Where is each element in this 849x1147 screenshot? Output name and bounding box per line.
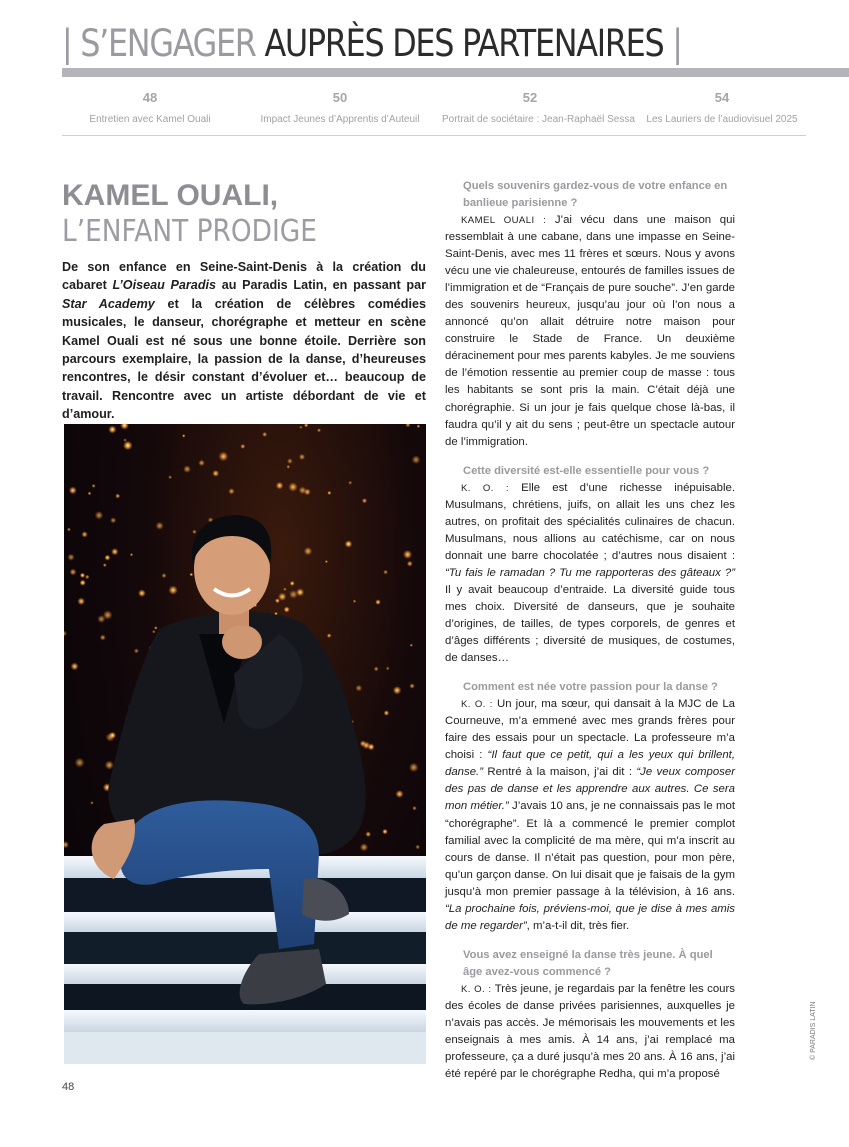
toc-page-number: 52 (522, 90, 538, 105)
answer-paragraph: K. O. : Elle est d’une richesse inépuisable. Musulmans, chrétiens, juifs, on allait les uns chez les autres, on profitait des spécialités culinaires de chacun. Musulmans, nous allions au catéchisme, car on nous donnait une barre chocolatée ; d’autres nous disaient : “Tu fais le ramadan ? Tu me rapporteras des gâteaux ?” Il y avait beaucoup d’entraide. La diversité guide tous mes choix. Diversité de danseurs, que je souhaite d’origines, de tailles, de types corporels, de genres et d’âges différents ; diversité de musiques, de costumes, de danses… (445, 481, 735, 665)
portrait-photo (64, 424, 426, 1064)
table-of-contents (62, 90, 806, 136)
photo-credit: © PARADIS LATIN (810, 1001, 817, 1060)
toc-item[interactable] (442, 90, 635, 127)
speaker-label: K. O. : (461, 699, 493, 711)
section-header-title (62, 20, 716, 68)
question-heading: Quels souvenirs gardez-vous de votre enfance en banlieue parisienne ? (463, 180, 728, 209)
header-light-text: S’ENGAGER (80, 22, 256, 65)
answer-paragraph: K. O. : Très jeune, je regardais par la fenêtre les cours des écoles de danse privées parisiennes, auxquelles je n’avais pas accès. Je mémorisais les mouvements et les enseignais à mes amis. À 14 ans, j’ai remplacé ma professeure, ça a duré jusqu’à mes 20 ans. À 16 ans, j’ai été repéré par le chorégraphe Redha, qui m’a proposé (445, 982, 735, 1081)
toc-item[interactable] (642, 90, 802, 127)
toc-page-number: 50 (332, 90, 348, 105)
header-bar-left: | (62, 22, 81, 65)
question-heading: Cette diversité est-elle essentielle pour vous ? (463, 464, 710, 477)
header-rule (62, 68, 849, 77)
toc-item[interactable] (62, 90, 238, 127)
question-heading: Comment est née votre passion pour la danse ? (463, 681, 718, 694)
answer-paragraph: KAMEL OUALI : J’ai vécu dans une maison qui ressemblait à une cabane, dans une impasse en Seine-Saint-Denis, avec mes 11 frères et sœurs. Nous y avons vécu une vie chaleureuse, entourés de familles issues de l’immigration et de “Français de pure souche”. J’en garde des souvenirs heureux, jusqu’au jour où l’on nous a annoncé qu’on allait détruire notre maison pour construire le Stade de France. Un deuxième déracinement pour mes parents kabyles. Je me souviens de l’émotion ressentie au premier coup de masse : tous les habitants se sont pris la main. C’était déjà une chorégraphie. Si un jour je fais quelque chose là-bas, il faudra qu’il y ait du sens ; peut-être un spectacle autour de l’immigration. (445, 214, 736, 448)
toc-label: Les Lauriers de l’audiovisuel 2025 (646, 114, 798, 125)
header-dark-text: AUPRÈS DES PARTENAIRES (255, 22, 664, 65)
article-lead: De son enfance en Seine-Saint-Denis à la création du cabaret L’Oiseau Paradis au Paradis Latin, en passant par Star Academy et la création de célèbres comédies musicales, le danseur, chorégraphe et metteur en scène Kamel Ouali est né sous une bonne étoile. Derrière son parcours exemplaire, la passion de la danse, d’heureuses rencontres, le désir constant d’évoluer et… beaucoup de travail. Rencontre avec un artiste débordant de vie et d’amour. (62, 260, 426, 422)
speaker-label: KAMEL OUALI : (461, 215, 547, 226)
answer-paragraph: K. O. : Un jour, ma sœur, qui dansait à la MJC de La Courneuve, m’a emmené avec mes grands frères pour faire des essais pour un spectacle. La professeure m’a choisi : “Il faut que ce petit, qui a les yeux qui brillent, danse.” Rentré à la maison, j’ai dit : “Je veux composer des pas de danse et les apprendre aux autres. Ce sera mon métier.” J’avais 10 ans, je ne connaissais pas le mot “chorégraphe”. Et là a commencé le premier complot familial avec la complicité de ma mère, qui m’a inscrit au cours de danse. Il n’était pas question, pour mon père, qu’un garçon danse. On lui disait que je faisais de la gym jusqu’à mon premier passage à la télévision, à 16 ans. “La prochaine fois, préviens-moi, que je dise à mes amis de me regarder”, m’a-t-il dit, très fier. (445, 698, 735, 932)
speaker-label: K. O. : (461, 983, 492, 995)
article-subtitle: L’ENFANT PRODIGE (62, 214, 317, 249)
header-bar-right: | (663, 22, 682, 65)
toc-page-number: 54 (714, 90, 730, 105)
question-heading: Vous avez enseigné la danse très jeune. À quel âge avez-vous commencé ? (463, 948, 713, 978)
interview-body (445, 178, 735, 1083)
speaker-label: K. O. : (461, 482, 509, 494)
page-number: 48 (62, 1081, 75, 1093)
toc-label: Entretien avec Kamel Ouali (89, 114, 211, 125)
toc-label: Impact Jeunes d’Apprentis d’Auteuil (260, 114, 420, 125)
portrait-photo-illustration (64, 424, 426, 1064)
toc-page-number: 48 (142, 90, 158, 105)
toc-item[interactable] (260, 90, 420, 127)
toc-label: Portrait de sociétaire : Jean-Raphaël Sessa (442, 114, 635, 125)
article-title: KAMEL OUALI, (62, 179, 279, 212)
